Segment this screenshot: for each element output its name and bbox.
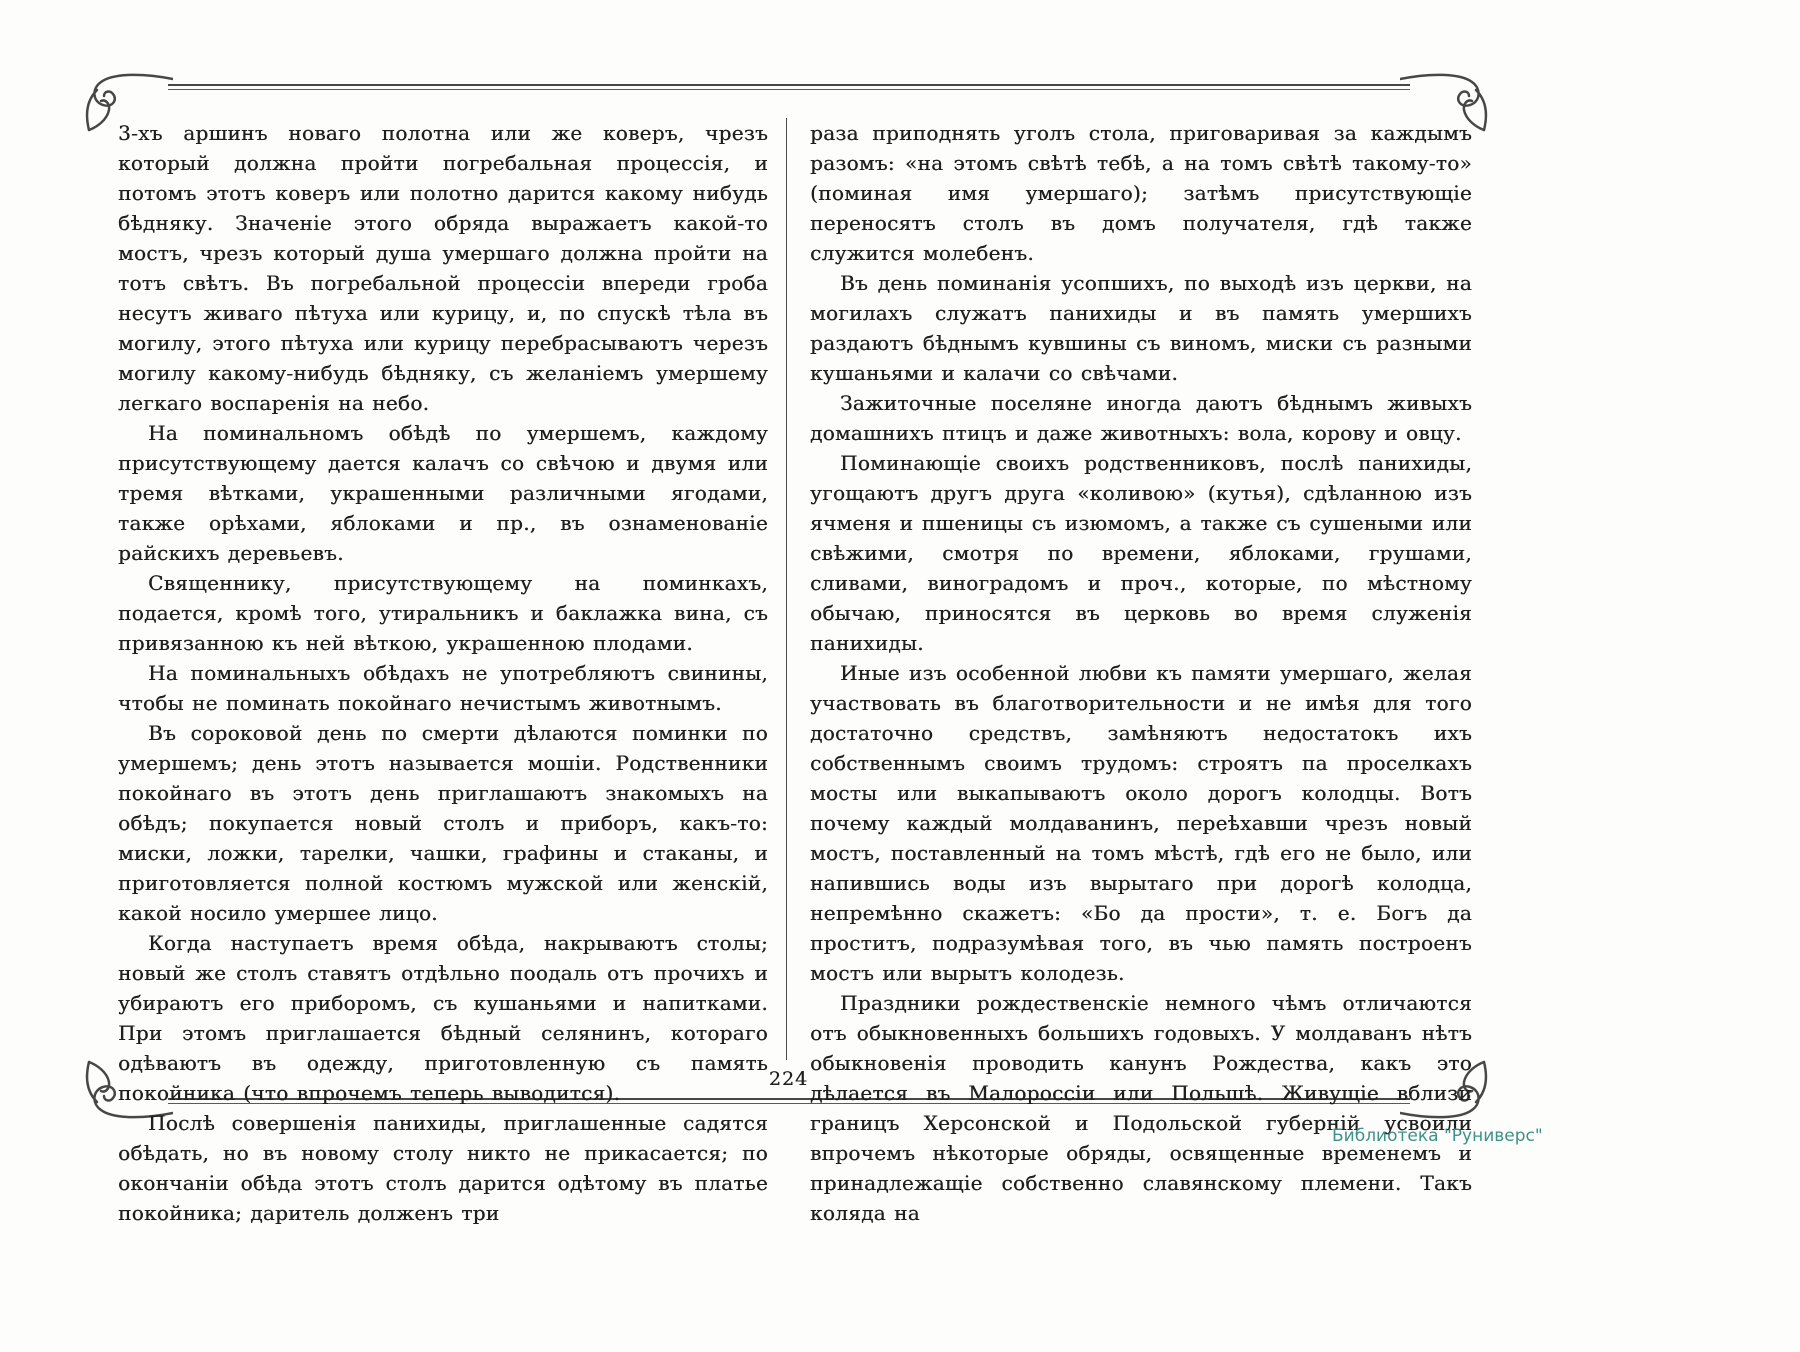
paragraph: Иные изъ особенной любви къ памяти умершаго, желая участвовать въ благотворительности и не имѣя для того достаточно средствъ, замѣняютъ недостатокъ ихъ собственнымъ своимъ трудомъ: строятъ па проселкахъ мосты или выкапываютъ около дорогъ колодцы. Вотъ почему каждый молдаванинъ, переѣхавши чрезъ новый мостъ, поставленный на томъ мѣстѣ, гдѣ его не было, или напившись воды изъ вырытаго при дорогѣ колодца, непремѣнно скажетъ: «Бо да прости», т. е. Богъ да проститъ, подразумѣвая того, въ чью память построенъ мостъ или вырытъ колодезь.	[810, 661, 1472, 985]
paragraph: Послѣ совершенія панихиды, приглашенные садятся обѣдать, но въ новому столу никто не прикасается; по окончаніи обѣда этотъ столъ дарится одѣтому въ платье покойника; даритель долженъ три	[118, 1111, 768, 1225]
paragraph: раза приподнять уголъ стола, приговаривая за каждымъ разомъ: «на этомъ свѣтѣ тебѣ, а на томъ свѣтѣ такому-то» (поминая имя умершаго); затѣмъ присутствующіе переносятъ столъ въ домъ получателя, гдѣ также служится молебенъ.	[810, 121, 1472, 265]
paragraph: Зажиточные поселяне иногда даютъ бѣднымъ живыхъ домашнихъ птицъ и даже животныхъ: вола, корову и овцу.	[810, 391, 1472, 445]
paragraph: Въ сороковой день по смерти дѣлаются поминки по умершемъ; день этотъ называется мошіи. Родственники покойнаго въ этотъ день приглашаютъ знакомыхъ на обѣдъ; покупается новый столъ и приборъ, какъ-то: миски, ложки, тарелки, чашки, графины и стаканы, и приготовляется полной костюмъ мужской или женскій, какой носило умершее лицо.	[118, 721, 768, 925]
frame-top-rule	[168, 84, 1410, 86]
paragraph: Священнику, присутствующему на поминкахъ, подается, кромѣ того, утиральникъ и баклажка вина, съ привязанною къ ней вѣткою, украшенною плодами.	[118, 571, 768, 655]
page-number: 224	[768, 1068, 809, 1090]
paragraph: 3-хъ аршинъ новаго полотна или же коверъ, чрезъ который должна пройти погребальная процессія, и потомъ этотъ коверъ или полотно дарится какому нибудь бѣдняку. Значеніе этого обряда выражаетъ какой-то мостъ, чрезъ который душа умершаго должна пройти на тотъ свѣтъ. Въ погребальной процессіи впереди гроба несутъ живаго пѣтуха или курицу, и, по спускѣ тѣла въ могилу, этого пѣтуха или курицу перебрасываютъ черезъ могилу какому-нибудь бѣдняку, съ желаніемъ умершему легкаго воспаренія на небо.	[118, 121, 768, 415]
paragraph: На поминальныхъ обѣдахъ не употребляютъ свинины, чтобы не поминать покойнаго нечистымъ животнымъ.	[118, 661, 768, 715]
paragraph: На поминальномъ обѣдѣ по умершемъ, каждому присутствующему дается калачъ со свѣчою и двумя или тремя вѣтками, украшенными различными ягодами, также орѣхами, яблоками и пр., въ ознаменованіе райскихъ деревьевъ.	[118, 421, 768, 565]
library-watermark: Библиотека "Руниверс"	[1332, 1126, 1543, 1146]
column-divider	[786, 118, 787, 1060]
text-column-right	[810, 118, 1472, 1228]
paragraph: Поминающіе своихъ родственниковъ, послѣ панихиды, угощаютъ другъ друга «коливою» (кутья), сдѣланною изъ ячменя и пшеницы съ изюмомъ, а также съ сушеными или свѣжими, смотря по времени, яблоками, грушами, сливами, виноградомъ и проч., которые, по мѣстному обычаю, приносятся въ церковь во время служенія панихиды.	[810, 451, 1472, 655]
paragraph: Въ день поминанія усопшихъ, по выходѣ изъ церкви, на могилахъ служатъ панихиды и въ память умершихъ раздаютъ бѣднымъ кувшины съ виномъ, миски съ разными кушаньями и калачи со свѣчами.	[810, 271, 1472, 385]
paragraph: Когда наступаетъ время обѣда, накрываютъ столы; новый же столъ ставятъ отдѣльно поодаль отъ прочихъ и убираютъ его приборомъ, съ кушаньями и напитками. При этомъ приглашается бѣдный селянинъ, котораго одѣваютъ въ одежду, приготовленную съ память покойника (что впрочемъ теперь выводится).	[118, 931, 768, 1105]
paragraph: Праздники рождественскіе немного чѣмъ отличаются отъ обыкновенныхъ большихъ годовыхъ. У молдаванъ нѣтъ обыкновенія проводить канунъ Рождества, какъ это дѣлается въ Малороссіи или Польшѣ. Живущіе вблизи границъ Херсонской и Подольской губерній усвоили впрочемъ нѣкоторые обряды, освященные временемъ и принадлежащіе собственно славянскому племени. Такъ коляда на	[810, 991, 1472, 1225]
text-column-left	[118, 118, 768, 1228]
